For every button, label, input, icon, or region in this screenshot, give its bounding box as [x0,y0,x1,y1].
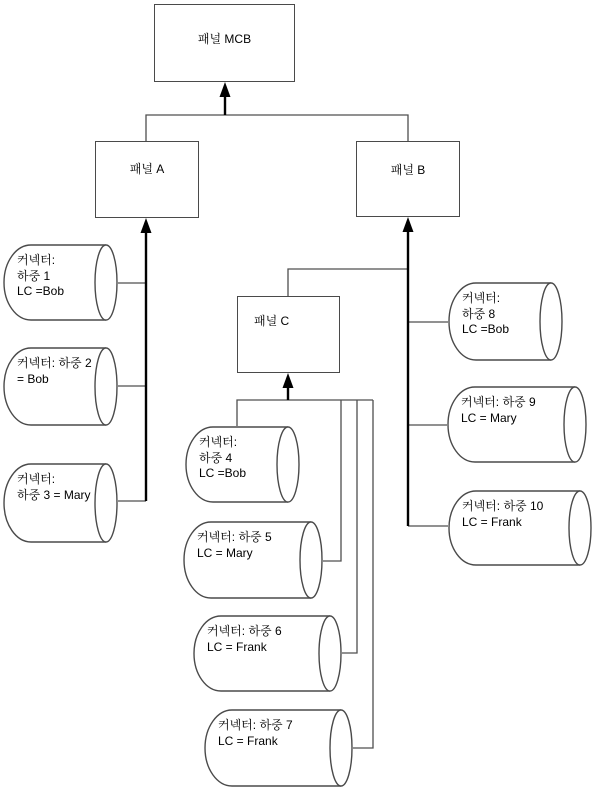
connector-9-label: 커넥터: 하중 9 LC = Mary [461,395,536,425]
arrowhead-mcb [220,82,231,97]
arrowhead-panel-a [141,218,152,233]
connector-2-label: 커넥터: 하중 2 = Bob [17,356,92,386]
connector-10-label: 커넥터: 하중 10 LC = Frank [462,499,544,529]
connector-7-label: 커넥터: 하중 7 LC = Frank [218,718,293,748]
wire-load5 [323,400,341,561]
connector-node-5[interactable] [183,521,323,599]
arrowhead-panel-b [403,217,414,232]
wire-panelc-bus [237,400,373,426]
wire-load7 [353,400,373,748]
connector-node-4[interactable] [185,426,300,503]
connector-node-1[interactable] [3,244,118,321]
connector-8-label: 커넥터: 하중 8 LC =Bob [462,291,510,336]
wire-mcb-tree [146,115,408,141]
panel-node-a[interactable] [95,141,199,218]
wire-panelb-to-panelc [288,269,408,296]
connector-node-8[interactable] [448,282,563,361]
connector-5-label: 커넥터: 하중 5 LC = Mary [197,530,272,560]
panel-node-c[interactable] [237,296,340,373]
panel-a-label: 패널 A [129,161,165,176]
panel-mcb-label: 패널 MCB [197,32,252,46]
connector-node-10[interactable] [448,490,592,566]
connector-node-9[interactable] [447,386,587,463]
panel-c-label: 패널 C [254,313,290,328]
connector-4-label: 커넥터: 하중 4 LC =Bob [199,435,247,480]
connector-6-label: 커넥터: 하중 6 LC = Frank [207,624,282,654]
panel-node-mcb[interactable] [154,4,295,82]
connector-node-2[interactable] [3,347,118,426]
connector-3-label: 커넥터: 하중 3 = Mary [17,472,91,502]
panel-b-label: 패널 B [390,163,426,177]
panel-node-b[interactable] [356,141,460,217]
connector-1-label: 커넥터: 하중 1 LC =Bob [17,253,65,298]
wire-load6 [342,400,357,653]
connector-node-7[interactable] [204,709,353,787]
connector-node-3[interactable] [3,463,118,543]
connector-node-6[interactable] [193,615,342,692]
arrowhead-panel-c [283,373,294,388]
